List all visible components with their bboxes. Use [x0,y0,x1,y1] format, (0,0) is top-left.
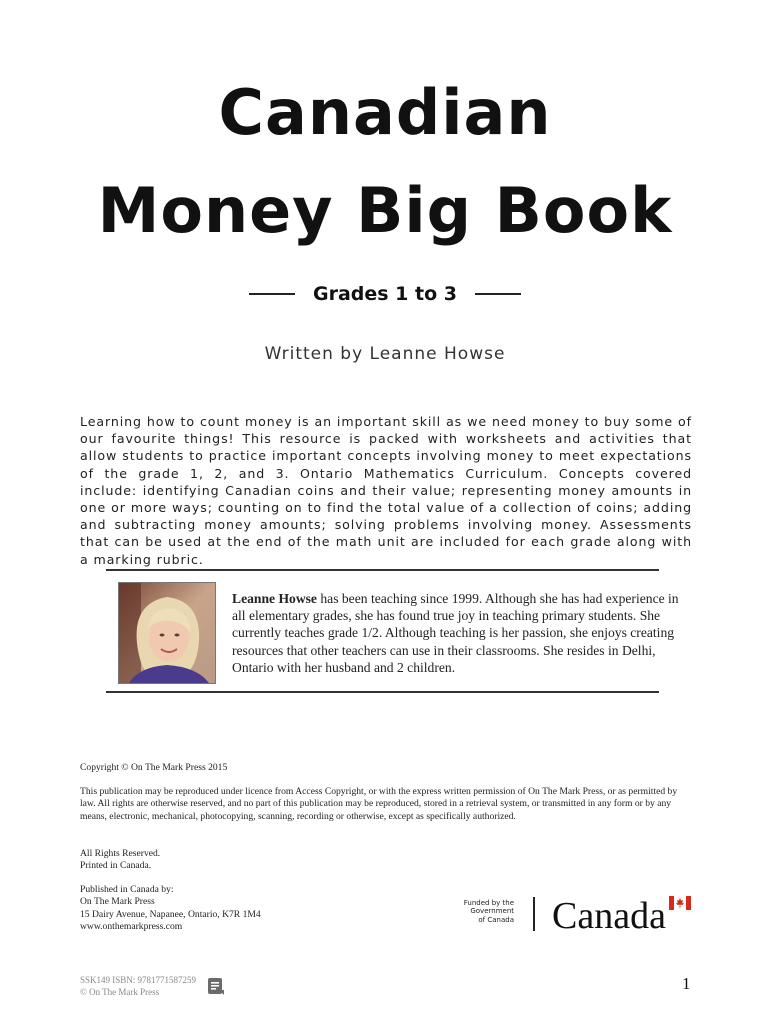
grades-banner [0,280,770,308]
document-icon [206,976,226,996]
publisher-website[interactable]: www.onthemarkpress.com [80,921,183,933]
title-line-2: Money Big Book [97,174,673,247]
author-byline: Written by Leanne Howse [264,344,506,364]
maple-leaf-flag-icon [669,896,691,910]
funding-line-2: Government [470,907,514,916]
author-bio-name: Leanne Howse [232,591,317,606]
footer-code: SSK149 ISBN: 9781771587259 [80,975,197,985]
publisher-heading: Published in Canada by: [80,884,174,895]
book-description: Learning how to count money is an important skill as we need money to buy some of our favourite things! This resource is packed with worksheets and activities that allow students to practice important concepts involving money to meet expectations of the grade 1, 2, and 3. Ontario Mathematics Curriculum. Concepts covered include: identifying Canadian coins and their value; representing money amounts in one or more ways; counting on to find the total value of a collection of coins; adding and subtracting money amounts; solving problems involving money. Assessments that can be used at the end of the math unit are included for each grade along with a marking rubric. [80,414,692,567]
rights-notice [80,848,680,873]
footer-copyright: © On The Mark Press [80,987,160,997]
funding-statement [440,899,514,924]
copyright-notice: Copyright © On The Mark Press 2015 [80,762,228,773]
grades-label: Grades 1 to 3 [312,283,457,305]
funding-line-3: of Canada [478,915,514,924]
page-number: 1 [682,974,691,993]
bio-top-divider [106,569,659,571]
right-rule [475,293,521,295]
footer-info [80,974,196,998]
bio-bottom-divider [106,691,659,693]
left-rule [249,293,295,295]
licence-notice: This publication may be reproduced under licence from Access Copyright, or with the express written permission of On The Mark Press, or as permitted by law. All rights are otherwise reserved, and no part of this publication may be reproduced, stored in a retrieval system, or transmitted in any form or by any means, electronic, mechanical, photocopying, scanning, recording or otherwise, except as specifically authorized. [80,786,678,822]
logo-separator [533,897,535,931]
author-portrait-image [119,583,215,683]
author-bio [232,590,680,676]
rights-line-1: All Rights Reserved. [80,848,161,859]
funding-line-1: Funded by the [463,899,514,907]
author-photo [118,582,216,684]
title-line-1: Canadian [218,76,552,149]
canada-wordmark: Canada [552,895,666,937]
author-bio-text: has been teaching since 1999. Although she has had experience in all elementary grades, she has found true joy in teaching primary students. She currently teaches grade 1/2. Although teaching is her passion, she enjoys creating resources that other teachers can use in their classrooms. She resides in Delhi, Ontario with her husband and 2 children. [232,591,679,675]
rights-line-2: Printed in Canada. [80,860,152,872]
publisher-address: 15 Dairy Avenue, Napanee, Ontario, K7R 1M4 [80,908,261,920]
publisher-name: On The Mark Press [80,896,155,908]
